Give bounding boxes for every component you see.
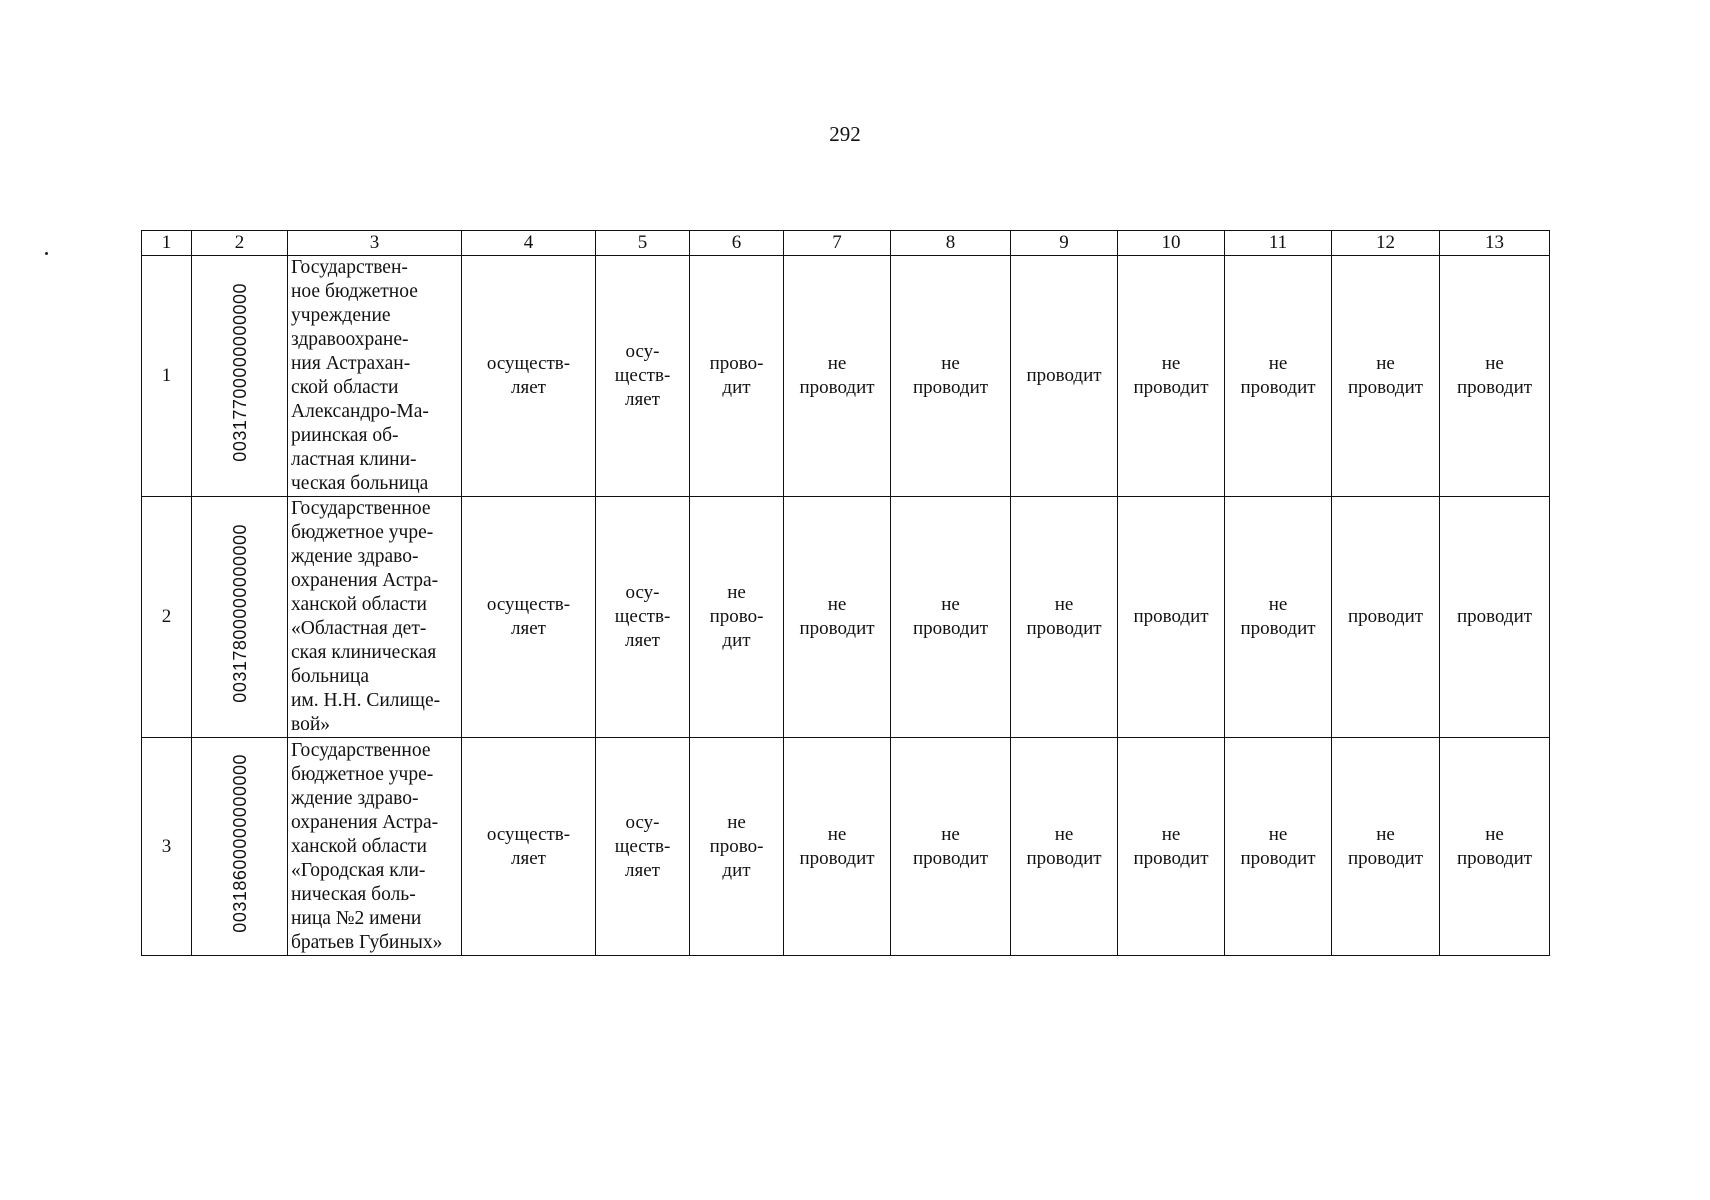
facility-name-line: учреждение [291, 305, 391, 326]
facility-name-line: ханской области [291, 835, 427, 857]
status-line: дит [722, 377, 751, 398]
status-line: ляет [625, 859, 660, 881]
code-cell [192, 738, 288, 956]
page-number: 292 [829, 122, 861, 146]
table-row [142, 256, 1550, 497]
facility-name-line: Александро-Ма- [291, 401, 429, 422]
status-line: не [727, 582, 746, 603]
facility-name-line: ческая больница [291, 473, 429, 494]
status-line: проводит [1347, 847, 1424, 869]
status-line: не [1268, 353, 1288, 374]
facility-name-line: вой» [291, 714, 331, 735]
status-line: проводит [1026, 618, 1102, 639]
status-line: не [1161, 823, 1181, 845]
facility-name-line: ской области [291, 377, 399, 398]
facility-name-line: «Городская кли- [291, 859, 426, 881]
status-cell [596, 497, 690, 738]
row-number-cell: 3 [142, 738, 192, 956]
status-line: проводит [1133, 377, 1209, 398]
facility-name-line: братьев Губиных» [291, 931, 443, 953]
facility-name-line: «Областная дет- [291, 618, 427, 639]
status-line: дит [722, 859, 751, 881]
status-line: не [827, 594, 847, 615]
status-line: не [1376, 823, 1395, 845]
row-number-cell: 1 [142, 256, 192, 497]
status-cell [1225, 256, 1332, 497]
facility-name-line: ластная клини- [291, 449, 417, 470]
column-header: 2 [192, 231, 288, 256]
facility-name-line: ханской области [291, 594, 427, 615]
status-cell [1118, 497, 1225, 738]
status-line: осу- [625, 811, 660, 833]
status-cell [690, 738, 784, 956]
status-cell [1225, 497, 1332, 738]
status-cell [1332, 256, 1440, 497]
facility-name-line: риинская об- [291, 425, 399, 446]
facility-name-line: Государствен- [291, 257, 408, 278]
table-row [142, 497, 1550, 738]
status-cell [462, 497, 596, 738]
status-line: не [1054, 823, 1074, 845]
facility-name-line: Государственное [291, 498, 431, 519]
column-header: 10 [1118, 231, 1225, 256]
facility-name-cell [288, 497, 462, 738]
status-line: проводит [1240, 618, 1316, 639]
status-line: проводит [1347, 377, 1424, 398]
status-cell [784, 256, 891, 497]
status-line: ляет [511, 847, 546, 869]
column-header: 8 [891, 231, 1011, 256]
status-line: осу- [625, 341, 660, 362]
status-line: не [1268, 823, 1288, 845]
status-line: ществ- [614, 835, 671, 857]
status-line: проводит [1133, 847, 1209, 869]
status-cell [1011, 497, 1118, 738]
column-header: 9 [1011, 231, 1118, 256]
status-line: прово- [709, 353, 764, 374]
registry-code: 00317700000000000 [229, 283, 250, 462]
status-line: не [941, 823, 960, 845]
status-line: осуществ- [486, 594, 571, 615]
status-line: не [1054, 594, 1074, 615]
status-line: проводит [1240, 847, 1316, 869]
status-line: проводит [799, 847, 875, 869]
status-line: проводит [1347, 606, 1424, 627]
column-header: 7 [784, 231, 891, 256]
facility-name-cell [288, 738, 462, 956]
status-line: проводит [1026, 365, 1102, 386]
status-line: не [827, 823, 847, 845]
status-line: ляет [511, 618, 546, 639]
status-cell [891, 256, 1011, 497]
status-line: проводит [799, 377, 875, 398]
facility-name-line: охранения Астра- [291, 570, 439, 591]
status-line: не [1376, 353, 1395, 374]
facility-name-line: больница [291, 666, 369, 687]
facility-name-line: Государственное [291, 739, 431, 761]
status-line: проводит [1026, 847, 1102, 869]
facility-name-line: ница №2 имени [291, 907, 422, 929]
facility-table [141, 230, 1550, 956]
registry-code: 00317800000000000 [229, 524, 250, 703]
facility-name-line: ждение здраво- [291, 787, 419, 809]
status-cell [891, 497, 1011, 738]
status-line: не [1485, 823, 1504, 845]
status-cell [462, 738, 596, 956]
status-cell [784, 738, 891, 956]
status-cell [1440, 256, 1550, 497]
status-line: проводит [1133, 606, 1209, 627]
status-line: дит [722, 630, 751, 651]
status-line: проводит [799, 618, 875, 639]
status-line: проводит [912, 618, 989, 639]
status-line: не [827, 353, 847, 374]
status-cell [690, 256, 784, 497]
status-cell [1011, 738, 1118, 956]
status-line: проводит [1456, 606, 1533, 627]
facility-name-line: ждение здраво- [291, 546, 419, 567]
status-cell [1440, 497, 1550, 738]
status-cell [1332, 738, 1440, 956]
column-header: 12 [1332, 231, 1440, 256]
code-cell [192, 256, 288, 497]
status-line: ществ- [614, 365, 671, 386]
facility-name-line: ное бюджетное [291, 281, 418, 302]
status-line: не [727, 811, 746, 833]
status-line: проводит [1456, 377, 1533, 398]
status-line: не [1161, 353, 1181, 374]
status-line: ществ- [614, 606, 671, 627]
status-line: прово- [709, 835, 764, 857]
status-line: не [1268, 594, 1288, 615]
status-line: не [941, 353, 960, 374]
status-line: осуществ- [486, 353, 571, 374]
status-line: проводит [1456, 847, 1533, 869]
status-line: прово- [709, 606, 764, 627]
facility-name-line: бюджетное учре- [291, 763, 434, 785]
facility-name-cell [288, 256, 462, 497]
status-line: проводит [912, 377, 989, 398]
status-cell [784, 497, 891, 738]
status-cell [1011, 256, 1118, 497]
column-header: 13 [1440, 231, 1550, 256]
registry-code: 00318600000000000 [229, 753, 250, 933]
column-header: 5 [596, 231, 690, 256]
status-line: ляет [625, 630, 660, 651]
table-header-row [142, 231, 1550, 256]
status-cell [1440, 738, 1550, 956]
column-header: 6 [690, 231, 784, 256]
column-header: 11 [1225, 231, 1332, 256]
status-cell [596, 256, 690, 497]
status-line: ляет [511, 377, 546, 398]
status-line: ляет [625, 389, 660, 410]
facility-name-line: здравоохране- [291, 329, 409, 350]
status-cell [1118, 256, 1225, 497]
code-cell [192, 497, 288, 738]
status-line: не [941, 594, 960, 615]
status-line: осуществ- [486, 823, 571, 845]
status-cell [1225, 738, 1332, 956]
status-cell [596, 738, 690, 956]
facility-name-line: ния Астрахан- [291, 353, 411, 374]
status-cell [462, 256, 596, 497]
column-header: 4 [462, 231, 596, 256]
row-number-cell: 2 [142, 497, 192, 738]
scan-speck [45, 252, 48, 255]
status-cell [1118, 738, 1225, 956]
column-header: 1 [142, 231, 192, 256]
facility-name-line: охранения Астра- [291, 811, 439, 833]
status-line: не [1485, 353, 1504, 374]
facility-name-line: им. Н.Н. Силище- [291, 690, 441, 711]
column-header: 3 [288, 231, 462, 256]
status-line: проводит [912, 847, 989, 869]
table-row [142, 738, 1550, 956]
status-line: осу- [625, 582, 660, 603]
facility-name-line: ская клиническая [291, 642, 437, 663]
status-cell [891, 738, 1011, 956]
status-cell [1332, 497, 1440, 738]
status-line: проводит [1240, 377, 1316, 398]
facility-name-line: ническая боль- [291, 883, 416, 905]
status-cell [690, 497, 784, 738]
facility-name-line: бюджетное учре- [291, 522, 434, 543]
